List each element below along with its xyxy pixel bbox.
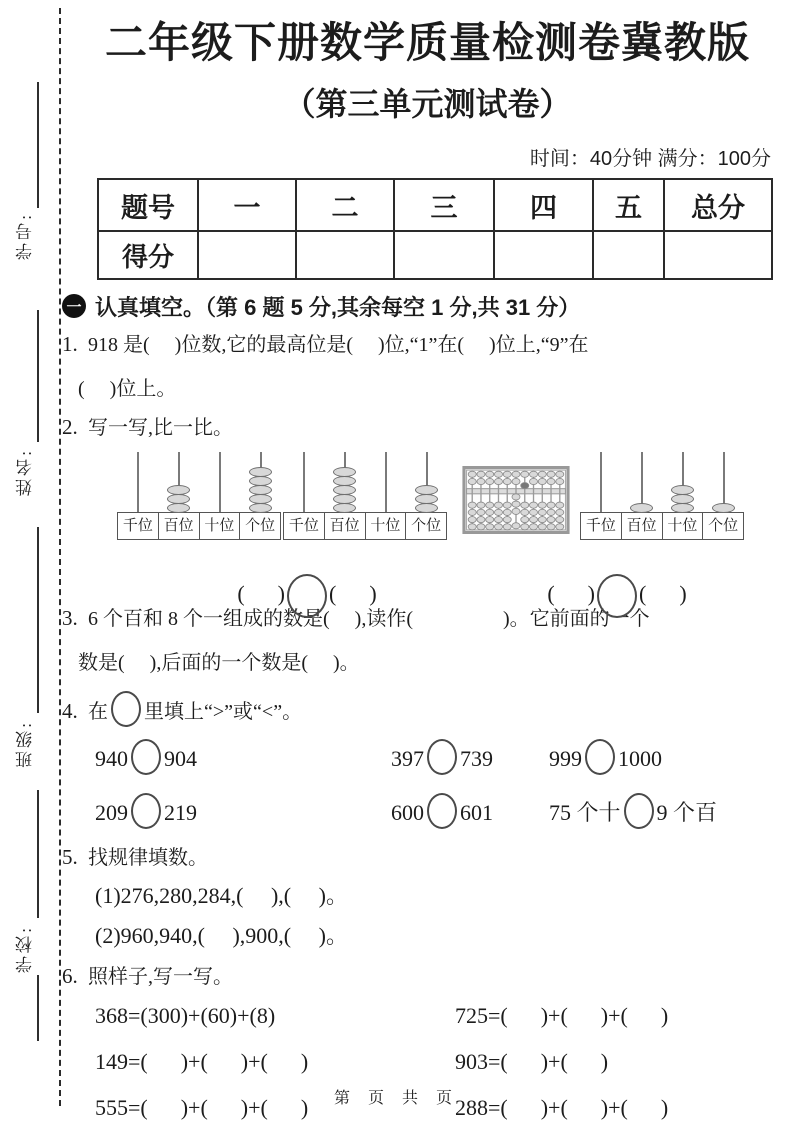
student-id-label: 学号:: [16, 212, 35, 260]
question-6-text: 照样子,写一写。: [88, 966, 233, 988]
score-table: [97, 178, 773, 280]
cut-dashed-line: [59, 8, 61, 1106]
answer-blank: ( ): [639, 581, 687, 607]
counter-bead: [671, 503, 694, 513]
compare-circle: [427, 793, 457, 829]
answer-blank: ( ): [329, 581, 377, 607]
question-6: [62, 962, 793, 991]
school-label: 学校:: [16, 925, 35, 973]
compare-circle: [131, 793, 161, 829]
compare-item: 75 个十 9 个百: [549, 793, 793, 829]
place-label-ones: 个位: [702, 512, 744, 540]
question-2-figure: [62, 448, 793, 540]
score-table-header-cell: 二: [296, 179, 394, 231]
counter-rod: [600, 452, 602, 512]
compare-item: 940 904: [95, 739, 391, 775]
place-label-hundreds: 百位: [158, 512, 200, 540]
compare-circle: [131, 739, 161, 775]
compare-circle: [287, 574, 327, 618]
compare-item: 397 739: [391, 739, 549, 775]
compare-blank-right: [490, 548, 700, 644]
question-5-part-2: (2)960,940,( ),900,( )。: [95, 923, 348, 948]
compare-item: 209 219: [95, 793, 391, 829]
section-1-header: [62, 292, 793, 320]
question-number: 1.: [62, 332, 78, 356]
compare-circle: [427, 739, 457, 775]
abacus-image: [462, 466, 570, 539]
place-value-counter-1: [117, 452, 281, 540]
counter-rod: [219, 452, 221, 512]
score-cell-empty: [394, 231, 494, 279]
question-3-text: 6 个百和 8 个一组成的数是( ),读作( )。它前面的一个: [88, 608, 650, 630]
question-5-text: 找规律填数。: [88, 847, 208, 869]
counter-rods: [283, 452, 447, 512]
name-writing-line: [37, 310, 39, 442]
question-3-continued: 数是( ),后面的一个数是( )。: [78, 652, 360, 674]
compare-blank-left: [180, 548, 390, 644]
compare-circle: [585, 739, 615, 775]
score-table-header-cell: 三: [394, 179, 494, 231]
score-cell-empty: [494, 231, 593, 279]
place-value-counter-2: [283, 452, 447, 540]
question-number: 5.: [62, 845, 78, 869]
counter-bead: [415, 503, 438, 513]
bead-stack: [415, 485, 439, 512]
question-number: 3.: [62, 606, 78, 630]
decompose-item-example: 368=(300)+(60)+(8): [95, 1003, 276, 1028]
score-table-header-cell: 总分: [664, 179, 772, 231]
class-label: 班级:: [16, 720, 35, 768]
place-label-ones: 个位: [239, 512, 281, 540]
counter-bead: [712, 503, 735, 513]
fill-circle-example: [111, 691, 141, 727]
bead-stack: [630, 503, 654, 512]
compare-item: 600 601: [391, 793, 549, 829]
place-label-hundreds: 百位: [324, 512, 366, 540]
section-1-title: 认真填空。（第 6 题 5 分,其余每空 1 分,共 31 分）: [95, 294, 581, 320]
score-cell-empty: [664, 231, 772, 279]
compare-item: 999 1000: [549, 739, 793, 775]
question-1-text: 918 是( )位数,它的最高位是( )位,“1”在( )位上,“9”在: [88, 334, 589, 356]
decompose-item: 725=( )+( )+( ): [455, 1003, 669, 1028]
compare-circle: [597, 574, 637, 618]
score-table-header-cell: 一: [198, 179, 296, 231]
score-label-cell: 得分: [98, 231, 198, 279]
page-title: 二年级下册数学质量检测卷冀教版: [104, 19, 750, 66]
bead-stack: [167, 485, 191, 512]
score-table-header-cell: 题号: [98, 179, 198, 231]
answer-blank: ( ): [237, 581, 285, 607]
question-2-answer-row: [62, 548, 793, 607]
question-number: 2.: [62, 415, 78, 439]
place-label-tens: 十位: [662, 512, 704, 540]
counter-rod: [303, 452, 305, 512]
decompose-item: 149=( )+( )+( ): [95, 1049, 309, 1074]
counter-bead: [249, 503, 272, 513]
student-id-writing-line: [37, 82, 39, 208]
school-writing-line: [37, 790, 39, 918]
question-5-part-1: (1)276,280,284,( ),( )。: [95, 883, 348, 908]
counter-rod: [137, 452, 139, 512]
bead-stack: [333, 467, 357, 512]
question-number: 4.: [62, 699, 78, 723]
page-subtitle: （第三单元测试卷）: [283, 86, 572, 122]
class-writing-line: [37, 527, 39, 713]
counter-bead: [167, 503, 190, 513]
counter-rods: [117, 452, 281, 512]
decompose-item: 903=( )+( ): [455, 1049, 609, 1074]
counter-rod: [385, 452, 387, 512]
question-2-text: 写一写,比一比。: [88, 417, 233, 439]
bead-stack: [249, 467, 273, 512]
score-cell-empty: [296, 231, 394, 279]
decompose-item: 555=( )+( )+( ): [95, 1095, 309, 1120]
place-value-counter-3: [580, 452, 744, 540]
place-label-tens: 十位: [365, 512, 407, 540]
name-label: 姓名:: [16, 448, 35, 496]
place-label-ones: 个位: [405, 512, 447, 540]
score-table-header-cell: 五: [593, 179, 664, 231]
score-table-header-cell: 四: [494, 179, 593, 231]
score-cell-empty: [593, 231, 664, 279]
answer-blank: ( ): [547, 581, 595, 607]
place-label-thousands: 千位: [580, 512, 622, 540]
bead-stack: [712, 503, 736, 512]
extra-writing-line: [37, 975, 39, 1041]
section-number-badge: 一: [62, 294, 86, 318]
question-4: [62, 691, 793, 727]
counter-bead: [630, 503, 653, 513]
question-number: 6.: [62, 964, 78, 988]
place-label-thousands: 千位: [283, 512, 325, 540]
question-5: [62, 843, 793, 872]
place-label-tens: 十位: [199, 512, 241, 540]
score-cell-empty: [198, 231, 296, 279]
question-1: [62, 330, 793, 359]
question-4-items: [95, 739, 793, 829]
decompose-item: 288=( )+( )+( ): [455, 1095, 669, 1120]
compare-circle: [624, 793, 654, 829]
exam-meta: 时间：40分钟 满分：100分: [529, 148, 771, 170]
counter-rods: [580, 452, 744, 512]
page-footer: 第 页 共 页: [333, 1090, 459, 1107]
question-4-text: 在 里填上“>”或“<”。: [88, 691, 302, 727]
question-2: [62, 413, 793, 442]
counter-bead: [333, 503, 356, 513]
bead-stack: [671, 485, 695, 512]
place-label-thousands: 千位: [117, 512, 159, 540]
exam-content: [62, 16, 793, 1122]
place-label-hundreds: 百位: [621, 512, 663, 540]
question-1-continued: ( )位上。: [78, 378, 177, 400]
